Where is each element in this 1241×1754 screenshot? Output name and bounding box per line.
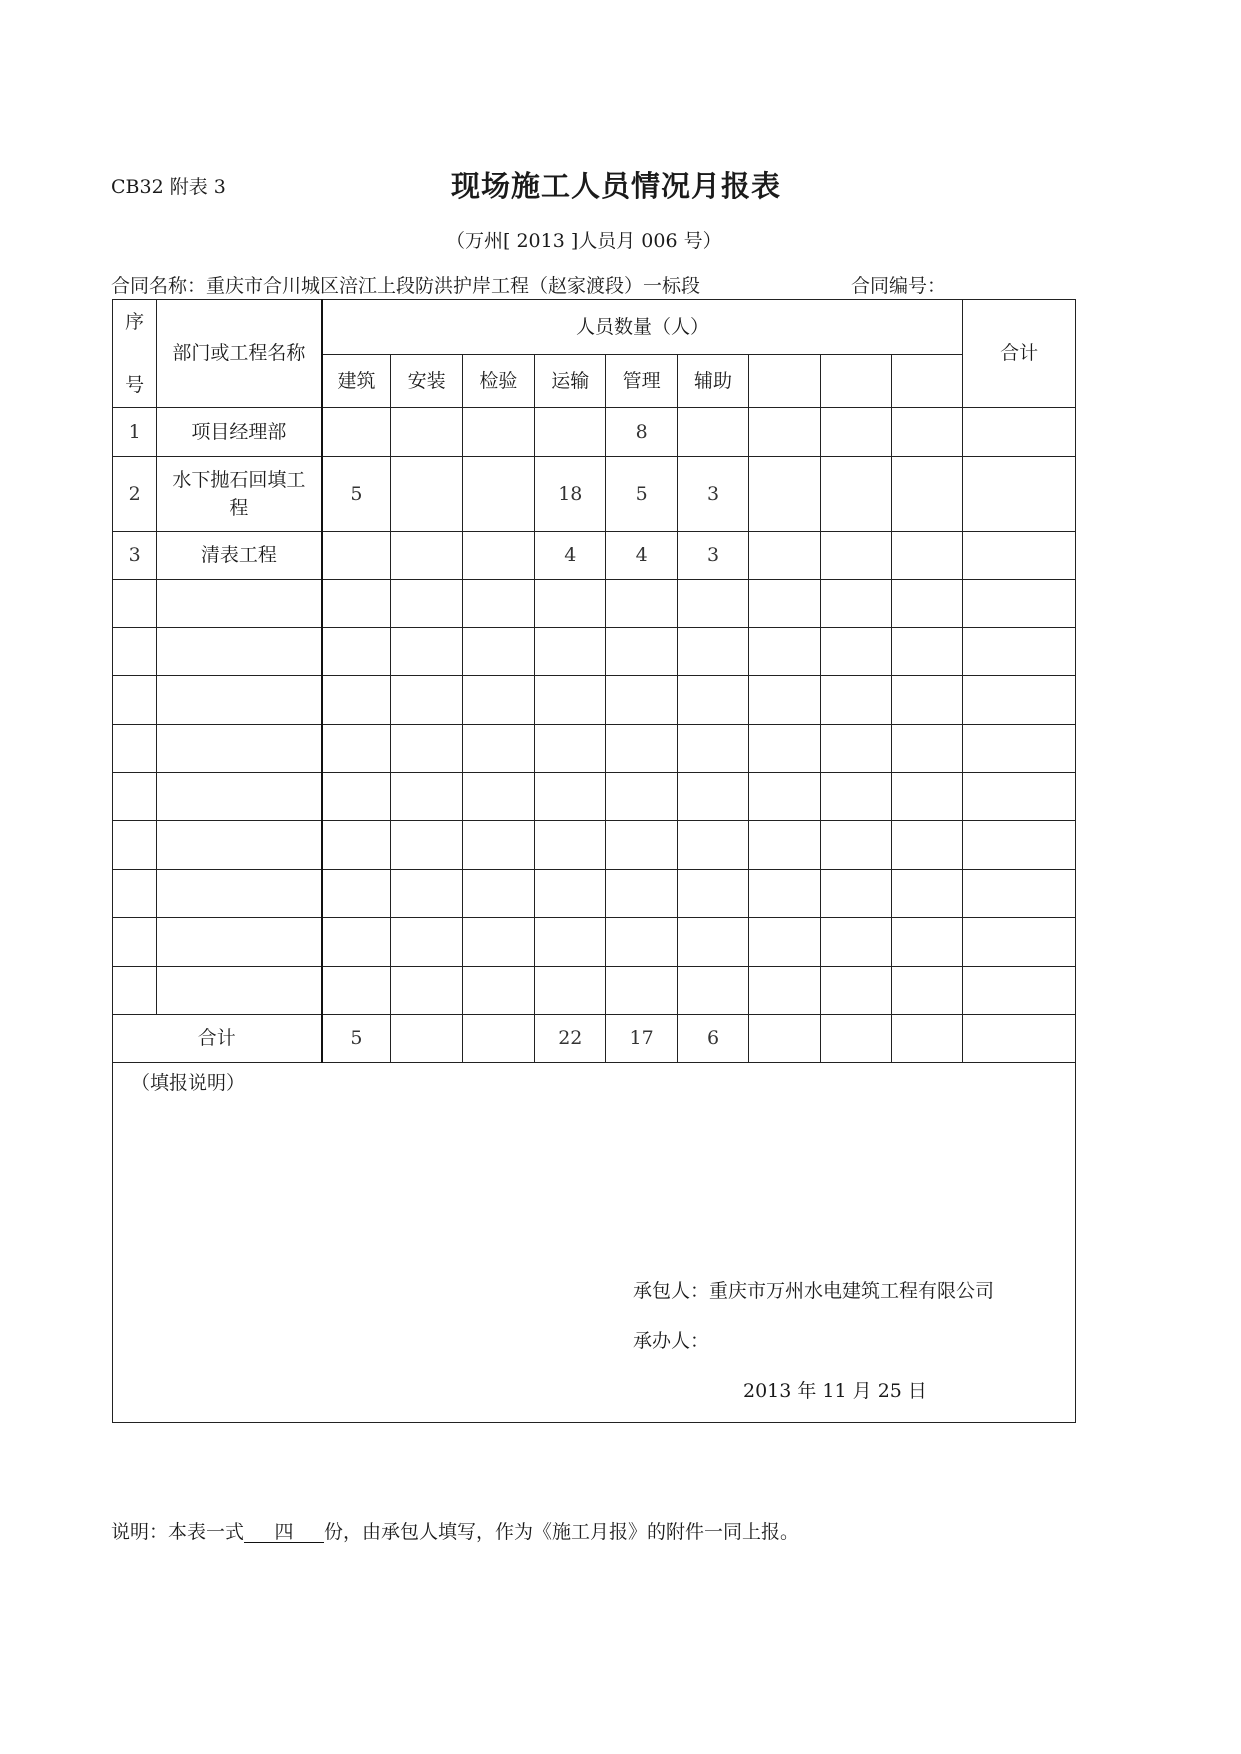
row-value [535, 580, 606, 628]
row-value [891, 628, 962, 676]
row-name [157, 773, 322, 821]
row-value [606, 676, 677, 725]
subheader-col-0: 建筑 [322, 355, 391, 408]
row-seq: 3 [113, 532, 157, 580]
row-value [391, 870, 462, 918]
row-value [391, 580, 462, 628]
subheader-col-5: 辅助 [677, 355, 748, 408]
row-seq [113, 967, 157, 1015]
header-seq [113, 300, 157, 408]
row-value [606, 628, 677, 676]
row-value [606, 821, 677, 870]
table-row [113, 628, 1076, 676]
contract-number-label: 合同编号： [851, 275, 947, 297]
row-total [963, 870, 1076, 918]
row-value [749, 967, 820, 1015]
row-name [157, 821, 322, 870]
row-value [391, 676, 462, 725]
row-value [391, 918, 462, 967]
row-value [820, 773, 891, 821]
row-seq [113, 918, 157, 967]
row-value [391, 628, 462, 676]
row-value [391, 532, 462, 580]
row-name [157, 870, 322, 918]
row-seq [113, 870, 157, 918]
row-value: 8 [606, 408, 677, 457]
row-value [677, 773, 748, 821]
row-seq [113, 676, 157, 725]
document-title: 现场施工人员情况月报表 [451, 169, 782, 203]
row-value [322, 967, 391, 1015]
table-row [113, 773, 1076, 821]
row-value [462, 676, 534, 725]
row-value [891, 870, 962, 918]
row-value [891, 967, 962, 1015]
subheader-col-3: 运输 [535, 355, 606, 408]
row-value [535, 773, 606, 821]
row-value [891, 408, 962, 457]
row-value [677, 967, 748, 1015]
row-value [462, 408, 534, 457]
row-value [462, 725, 534, 773]
row-value: 3 [677, 457, 748, 532]
row-value [322, 628, 391, 676]
subheader-col-7 [820, 355, 891, 408]
row-value [535, 870, 606, 918]
header-total: 合计 [963, 300, 1076, 408]
row-value [391, 821, 462, 870]
row-seq: 1 [113, 408, 157, 457]
row-value [391, 457, 462, 532]
row-value [606, 580, 677, 628]
row-total [963, 967, 1076, 1015]
row-value [677, 676, 748, 725]
row-name [157, 918, 322, 967]
row-name [157, 967, 322, 1015]
subheader-col-8 [891, 355, 962, 408]
table-row [113, 870, 1076, 918]
row-value [820, 580, 891, 628]
row-name [157, 580, 322, 628]
row-name [157, 676, 322, 725]
row-name: 水下抛石回填工程 [157, 457, 322, 532]
row-value [535, 628, 606, 676]
contractor: 承包人：重庆市万州水电建筑工程有限公司 [633, 1280, 995, 1302]
row-total [963, 773, 1076, 821]
row-value: 18 [535, 457, 606, 532]
subheader-col-2: 检验 [462, 355, 534, 408]
row-value [820, 676, 891, 725]
row-value [535, 967, 606, 1015]
notes-section [113, 1063, 1076, 1423]
row-value [322, 580, 391, 628]
row-value [462, 821, 534, 870]
row-value [820, 967, 891, 1015]
form-code: CB32 附表 3 [111, 176, 226, 198]
row-seq [113, 773, 157, 821]
contract-name: 合同名称：重庆市合川城区涪江上段防洪护岸工程（赵家渡段）一标段 [111, 275, 701, 297]
subheader-col-4: 管理 [606, 355, 677, 408]
row-value [677, 821, 748, 870]
table-row [113, 580, 1076, 628]
row-value [462, 628, 534, 676]
row-value [462, 967, 534, 1015]
personnel-report-table [112, 299, 1076, 1423]
row-value [535, 725, 606, 773]
row-value [749, 870, 820, 918]
row-value [322, 918, 391, 967]
row-value [462, 580, 534, 628]
row-value [391, 773, 462, 821]
sum-value [891, 1015, 962, 1063]
table-row [113, 918, 1076, 967]
row-value [462, 870, 534, 918]
row-value [462, 532, 534, 580]
row-value [749, 532, 820, 580]
row-seq [113, 821, 157, 870]
row-value [749, 918, 820, 967]
row-total [963, 821, 1076, 870]
row-name [157, 725, 322, 773]
row-value [820, 918, 891, 967]
row-name [157, 628, 322, 676]
row-seq [113, 580, 157, 628]
row-value [820, 532, 891, 580]
row-value [749, 580, 820, 628]
row-total [963, 408, 1076, 457]
sum-value [462, 1015, 534, 1063]
row-value [391, 408, 462, 457]
row-value [891, 918, 962, 967]
row-name: 项目经理部 [157, 408, 322, 457]
row-value [606, 918, 677, 967]
row-total [963, 628, 1076, 676]
header-seq-top: 序 [125, 311, 145, 333]
row-value: 5 [606, 457, 677, 532]
row-value [535, 408, 606, 457]
row-value [606, 967, 677, 1015]
sum-value [749, 1015, 820, 1063]
row-value: 3 [677, 532, 748, 580]
header-seq-bottom: 号 [125, 373, 145, 396]
table-row [113, 457, 1076, 532]
notes-label: （填报说明） [131, 1072, 246, 1094]
row-value [891, 773, 962, 821]
row-value [891, 580, 962, 628]
row-value [677, 628, 748, 676]
sum-value: 5 [322, 1015, 391, 1063]
row-value [535, 821, 606, 870]
row-value [820, 870, 891, 918]
row-value [820, 457, 891, 532]
row-value [820, 725, 891, 773]
row-value [606, 870, 677, 918]
row-value [462, 918, 534, 967]
subheader-col-1: 安装 [391, 355, 462, 408]
sum-label: 合计 [113, 1015, 322, 1063]
row-name: 清表工程 [157, 532, 322, 580]
row-value [749, 457, 820, 532]
row-value: 4 [606, 532, 677, 580]
row-value [677, 408, 748, 457]
row-value [322, 408, 391, 457]
row-value [749, 821, 820, 870]
row-value [749, 628, 820, 676]
row-value [749, 408, 820, 457]
row-value: 4 [535, 532, 606, 580]
row-value [749, 773, 820, 821]
header-dept: 部门或工程名称 [157, 300, 322, 408]
row-total [963, 457, 1076, 532]
row-value [322, 676, 391, 725]
table-row [113, 967, 1076, 1015]
row-value [891, 725, 962, 773]
document-number: （万州[ 2013 ]人员月 006 号） [446, 230, 722, 252]
row-total [963, 676, 1076, 725]
sum-row [113, 1015, 1076, 1063]
row-value [322, 532, 391, 580]
row-value [391, 967, 462, 1015]
sum-total [963, 1015, 1076, 1063]
row-value [820, 408, 891, 457]
row-value [462, 773, 534, 821]
row-value [820, 628, 891, 676]
row-value [749, 725, 820, 773]
table-row [113, 821, 1076, 870]
sum-value: 17 [606, 1015, 677, 1063]
row-value [891, 457, 962, 532]
row-value [322, 870, 391, 918]
header-people-group: 人员数量（人） [322, 300, 963, 355]
subheader-col-6 [749, 355, 820, 408]
table-row [113, 408, 1076, 457]
row-value [677, 580, 748, 628]
row-value [322, 773, 391, 821]
row-total [963, 918, 1076, 967]
sum-value: 6 [677, 1015, 748, 1063]
row-value [891, 532, 962, 580]
row-value [891, 821, 962, 870]
row-value [606, 773, 677, 821]
row-value [535, 918, 606, 967]
row-value [677, 870, 748, 918]
row-value [462, 457, 534, 532]
table-row [113, 532, 1076, 580]
row-value [677, 918, 748, 967]
sum-value [820, 1015, 891, 1063]
footnote-suffix: 份，由承包人填写，作为《施工月报》的附件一同上报。 [324, 1521, 800, 1543]
row-value [391, 725, 462, 773]
sign-date: 2013 年 11 月 25 日 [743, 1380, 927, 1402]
row-value: 5 [322, 457, 391, 532]
row-value [322, 821, 391, 870]
row-seq [113, 628, 157, 676]
row-value [606, 725, 677, 773]
footnote-copies: 四 [244, 1522, 324, 1543]
handler: 承办人： [633, 1330, 710, 1352]
row-value [891, 676, 962, 725]
row-total [963, 532, 1076, 580]
row-value [322, 725, 391, 773]
sum-value: 22 [535, 1015, 606, 1063]
table-row [113, 676, 1076, 725]
row-value [749, 676, 820, 725]
sum-value [391, 1015, 462, 1063]
row-value [535, 676, 606, 725]
footnote-prefix: 说明：本表一式 [111, 1521, 245, 1543]
row-seq: 2 [113, 457, 157, 532]
row-value [677, 725, 748, 773]
row-value [820, 821, 891, 870]
row-seq [113, 725, 157, 773]
row-total [963, 725, 1076, 773]
table-row [113, 725, 1076, 773]
footnote [111, 1517, 799, 1544]
row-total [963, 580, 1076, 628]
